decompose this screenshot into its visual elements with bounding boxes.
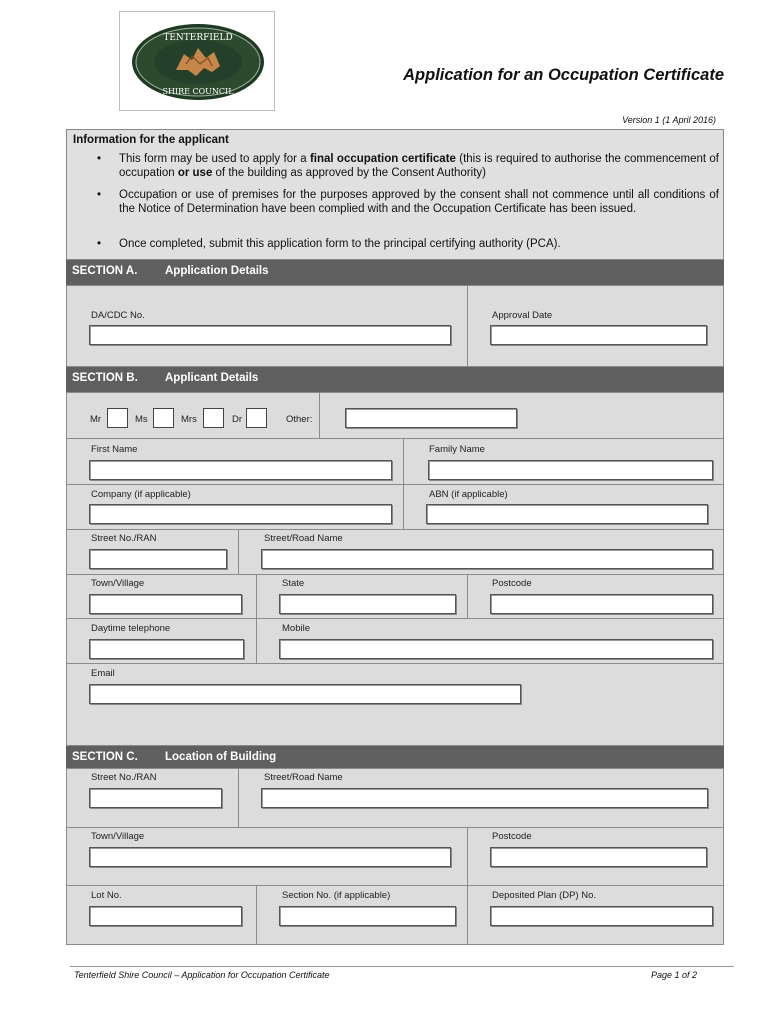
divider	[467, 285, 468, 367]
street-no-field[interactable]	[89, 549, 227, 569]
council-logo	[119, 11, 275, 111]
mobile-field[interactable]	[279, 639, 713, 659]
abn-field[interactable]	[426, 504, 708, 524]
section-a-code: SECTION A.	[72, 265, 138, 277]
title-ms-label: Ms	[135, 414, 148, 425]
title-dr-label: Dr	[232, 414, 243, 425]
abn-label: ABN (if applicable)	[429, 489, 508, 500]
bullet-marker: •	[97, 238, 102, 250]
document-title: Application for an Occupation Certificate	[403, 66, 724, 84]
section-a-header	[66, 260, 724, 285]
bullet-2-text: Occupation or use of premises for the purposes approved by the consent shall not commence until all conditions of the Notice of Determination have been complied with and the Occupation Certificate has been issued.	[119, 189, 719, 215]
info-bullet-2	[97, 189, 719, 216]
lot-no-field[interactable]	[89, 906, 242, 926]
street-name-field[interactable]	[261, 549, 713, 569]
info-bullet-3	[97, 238, 719, 252]
title-mrs-label: Mrs	[181, 414, 197, 425]
divider	[467, 827, 468, 945]
da-cdc-field[interactable]	[89, 325, 451, 345]
dp-no-label: Deposited Plan (DP) No.	[492, 890, 597, 901]
info-bullet-1	[97, 153, 719, 180]
mobile-label: Mobile	[282, 623, 310, 634]
divider	[66, 438, 724, 439]
page-number: Page 1 of 2	[650, 970, 697, 980]
divider	[319, 392, 320, 438]
version-note: Version 1 (1 April 2016)	[622, 115, 716, 125]
dp-no-field[interactable]	[490, 906, 713, 926]
section-c-header	[66, 746, 724, 768]
title-other-label: Other:	[286, 414, 313, 425]
bullet-1-text-a: This form may be used to apply for a	[119, 153, 310, 165]
street-no-label: Street No./RAN	[91, 533, 157, 544]
town-field[interactable]	[89, 594, 242, 614]
building-street-name-field[interactable]	[261, 788, 708, 808]
bullet-1-text-c: of the building as approved by the Consent Authority)	[212, 166, 486, 179]
divider	[66, 529, 724, 530]
title-ms-checkbox[interactable]	[153, 408, 174, 428]
section-no-label: Section No. (if applicable)	[282, 890, 391, 901]
footer-rule	[70, 966, 734, 967]
state-field[interactable]	[279, 594, 456, 614]
postcode-field[interactable]	[490, 594, 713, 614]
divider	[256, 574, 257, 664]
building-town-label: Town/Village	[91, 831, 145, 842]
bullet-marker: •	[97, 189, 102, 201]
footer-title: Tenterfield Shire Council – Application for Occupation Certificate	[74, 970, 330, 980]
section-c-title: Location of Building	[165, 751, 277, 763]
bullet-marker: •	[97, 153, 102, 165]
section-b-title: Applicant Details	[165, 372, 259, 384]
da-cdc-label: DA/CDC No.	[91, 310, 145, 321]
daytime-phone-field[interactable]	[89, 639, 244, 659]
approval-date-label: Approval Date	[492, 310, 553, 321]
section-c-code: SECTION C.	[72, 751, 138, 763]
bullet-1-bold-a: final occupation certificate	[309, 153, 456, 165]
street-name-label: Street/Road Name	[264, 533, 343, 544]
logo-bottom-text: SHIRE COUNCIL	[162, 87, 234, 96]
section-no-field[interactable]	[279, 906, 456, 926]
divider	[66, 885, 724, 886]
daytime-phone-label: Daytime telephone	[91, 623, 171, 634]
info-heading: Information for the applicant	[73, 134, 229, 146]
divider	[256, 885, 257, 945]
divider	[66, 663, 724, 664]
title-dr-checkbox[interactable]	[246, 408, 267, 428]
divider	[467, 574, 468, 619]
approval-date-field[interactable]	[490, 325, 707, 345]
state-label: State	[282, 578, 305, 589]
section-a-title: Application Details	[165, 265, 269, 277]
lot-no-label: Lot No.	[91, 890, 122, 901]
divider	[66, 574, 724, 575]
company-field[interactable]	[89, 504, 392, 524]
section-b-code: SECTION B.	[72, 372, 138, 384]
logo-top-text: TENTERFIELD	[163, 33, 233, 43]
building-street-name-label: Street/Road Name	[264, 772, 343, 783]
email-field[interactable]	[89, 684, 521, 704]
bullet-1-bold-b: or use	[177, 166, 213, 179]
postcode-label: Postcode	[492, 578, 532, 589]
first-name-label: First Name	[91, 444, 138, 455]
building-street-no-field[interactable]	[89, 788, 222, 808]
divider	[66, 618, 724, 619]
first-name-field[interactable]	[89, 460, 392, 480]
town-label: Town/Village	[91, 578, 145, 589]
building-postcode-label: Postcode	[492, 831, 532, 842]
applicant-info-box	[66, 129, 724, 260]
divider	[66, 827, 724, 828]
title-other-field[interactable]	[345, 408, 517, 428]
divider	[238, 768, 239, 827]
divider	[66, 484, 724, 485]
email-label: Email	[91, 668, 115, 679]
title-mr-checkbox[interactable]	[107, 408, 128, 428]
divider	[238, 529, 239, 574]
family-name-field[interactable]	[428, 460, 713, 480]
section-b-header	[66, 367, 724, 392]
bullet-1-text-b: (this is required to authorise the commencement of occupation	[119, 153, 719, 179]
company-label: Company (if applicable)	[91, 489, 191, 500]
council-logo-emblem	[128, 20, 268, 104]
building-postcode-field[interactable]	[490, 847, 707, 867]
title-mr-label: Mr	[90, 414, 102, 425]
bullet-3-text: Once completed, submit this application form to the principal certifying authority (PCA).	[119, 238, 561, 250]
building-town-field[interactable]	[89, 847, 451, 867]
title-mrs-checkbox[interactable]	[203, 408, 224, 428]
building-street-no-label: Street No./RAN	[91, 772, 157, 783]
family-name-label: Family Name	[429, 444, 485, 455]
